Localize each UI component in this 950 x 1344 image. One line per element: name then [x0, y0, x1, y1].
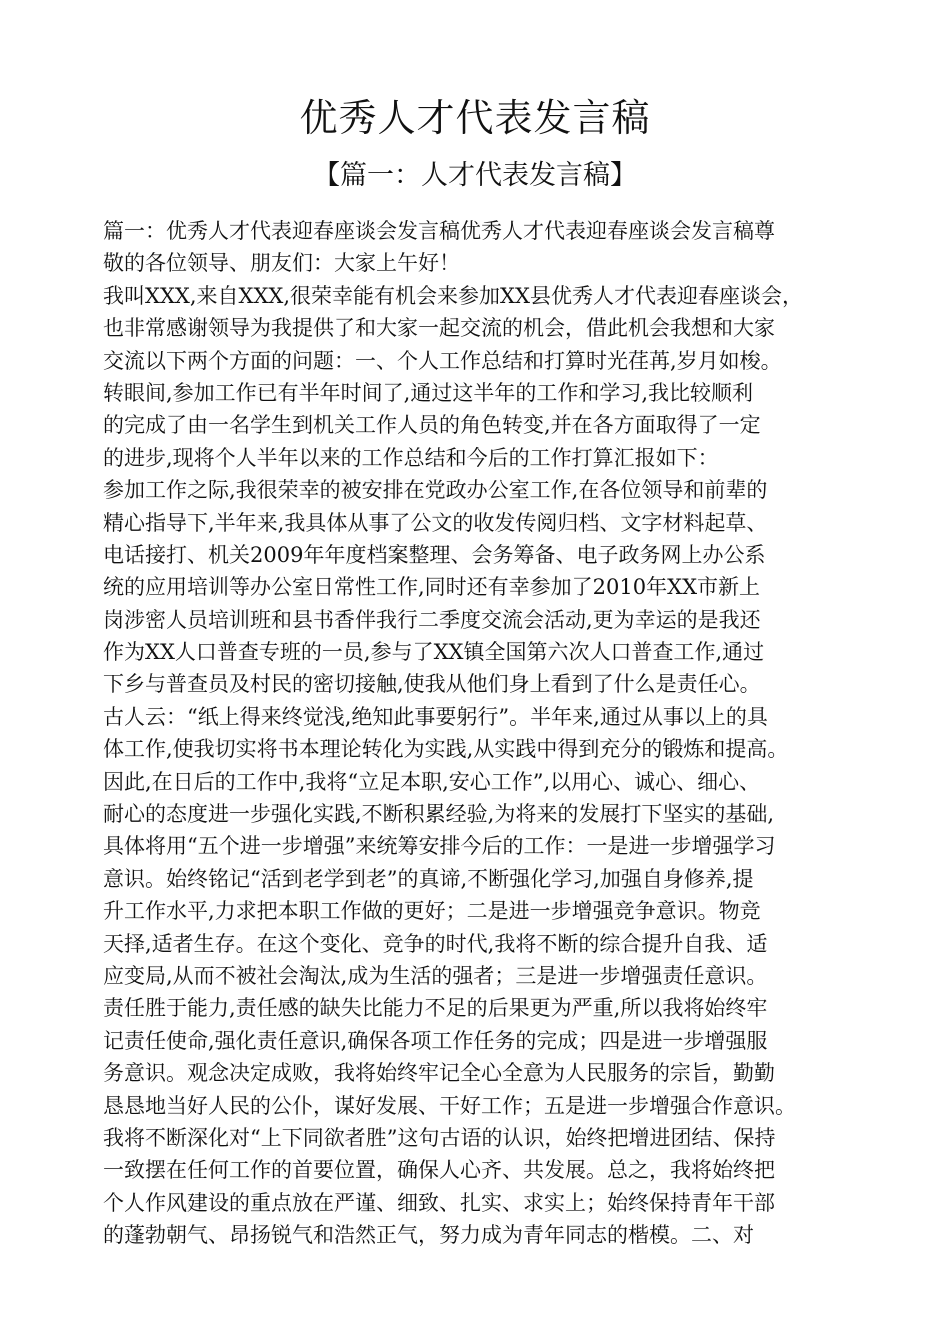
text-line: 意识。始终铭记“活到老学到老”的真谛,不断强化学习,加强自身修养,提	[103, 866, 754, 891]
text-line: 转眼间,参加工作已有半年时间了,通过这半年的工作和学习,我比较顺利	[103, 380, 754, 405]
text-line: 的完成了由一名学生到机关工作人员的角色转变,并在各方面取得了一定	[103, 413, 761, 438]
text-line: 参加工作之际,我很荣幸的被安排在党政办公室工作,在各位领导和前辈的	[103, 478, 768, 503]
text-line: 古人云：“纸上得来终觉浅,绝知此事要躬行”。半年来,通过从事以上的具	[103, 704, 768, 729]
text-line: 的进步,现将个人半年以来的工作总结和今后的工作打算汇报如下：	[103, 445, 719, 470]
text-line: 个人作风建设的重点放在严谨、细致、扎实、求实上；始终保持青年干部	[103, 1190, 775, 1215]
text-line: 岗涉密人员培训班和县书香伴我行二季度交流会活动,更为幸运的是我还	[103, 607, 761, 632]
document-subtitle: 【篇一：人才代表发言稿】	[313, 160, 637, 191]
text-line: 具体将用“五个进一步增强”来统筹安排今后的工作：一是进一步增强学习	[103, 834, 776, 859]
text-line: 的蓬勃朝气、昂扬锐气和浩然正气，努力成为青年同志的楷模。二、对	[103, 1223, 754, 1248]
text-line: 责任胜于能力,责任感的缺失比能力不足的后果更为严重,所以我将始终牢	[103, 996, 768, 1021]
document-title: 优秀人才代表发言稿	[299, 96, 651, 140]
text-line: 精心指导下,半年来,我具体从事了公文的收发传阅归档、文字材料起草、	[103, 510, 768, 535]
document-body	[103, 215, 873, 1252]
text-line: 篇一：优秀人才代表迎春座谈会发言稿优秀人才代表迎春座谈会发言稿尊	[103, 219, 775, 243]
text-line: 一致摆在任何工作的首要位置，确保人心齐、共发展。总之，我将始终把	[103, 1158, 775, 1183]
text-line: 恳恳地当好人民的公仆，谋好发展、干好工作；五是进一步增强合作意识。	[103, 1093, 796, 1118]
text-line: 天择,适者生存。在这个变化、竞争的时代,我将不断的综合提升自我、适	[103, 931, 768, 956]
text-line: 作为XX人口普查专班的一员,参与了XX镇全国第六次人口普查工作,通过	[103, 640, 765, 665]
text-line: 交流以下两个方面的问题：一、个人工作总结和打算时光荏苒,岁月如梭。	[103, 348, 782, 373]
text-line: 敬的各位领导、朋友们：大家上午好！	[103, 251, 460, 276]
text-line: 也非常感谢领导为我提供了和大家一起交流的机会，借此机会我想和大家	[103, 316, 775, 341]
text-line: 下乡与普查员及村民的密切接触,使我从他们身上看到了什么是责任心。	[103, 672, 761, 697]
text-line: 升工作水平,力求把本职工作做的更好；二是进一步增强竞争意识。物竞	[103, 899, 761, 924]
text-line: 应变局,从而不被社会淘汰,成为生活的强者；三是进一步增强责任意识。	[103, 963, 768, 988]
text-line: 务意识。观念决定成败，我将始终牢记全心全意为人民服务的宗旨，勤勤	[103, 1061, 775, 1086]
text-line: 我将不断深化对“上下同欲者胜”这句古语的认识，始终把增进团结、保持	[103, 1125, 776, 1150]
text-line: 统的应用培训等办公室日常性工作,同时还有幸参加了2010年XX市新上	[103, 575, 761, 600]
text-line: 因此,在日后的工作中,我将“立足本职,安心工作”,以用心、诚心、细心、	[103, 769, 761, 794]
text-line: 我叫XXX,来自XXX,很荣幸能有机会来参加XX县优秀人才代表迎春座谈会，	[103, 283, 803, 308]
text-line: 电话接打、机关2009年年度档案整理、会务筹备、电子政务网上办公系	[103, 542, 766, 567]
text-line: 体工作,使我切实将书本理论转化为实践,从实践中得到充分的锻炼和提高。	[103, 737, 789, 762]
text-line: 耐心的态度进一步强化实践,不断积累经验,为将来的发展打下坚实的基础,	[103, 802, 775, 827]
text-line: 记责任使命,强化责任意识,确保各项工作任务的完成；四是进一步增强服	[103, 1028, 768, 1053]
